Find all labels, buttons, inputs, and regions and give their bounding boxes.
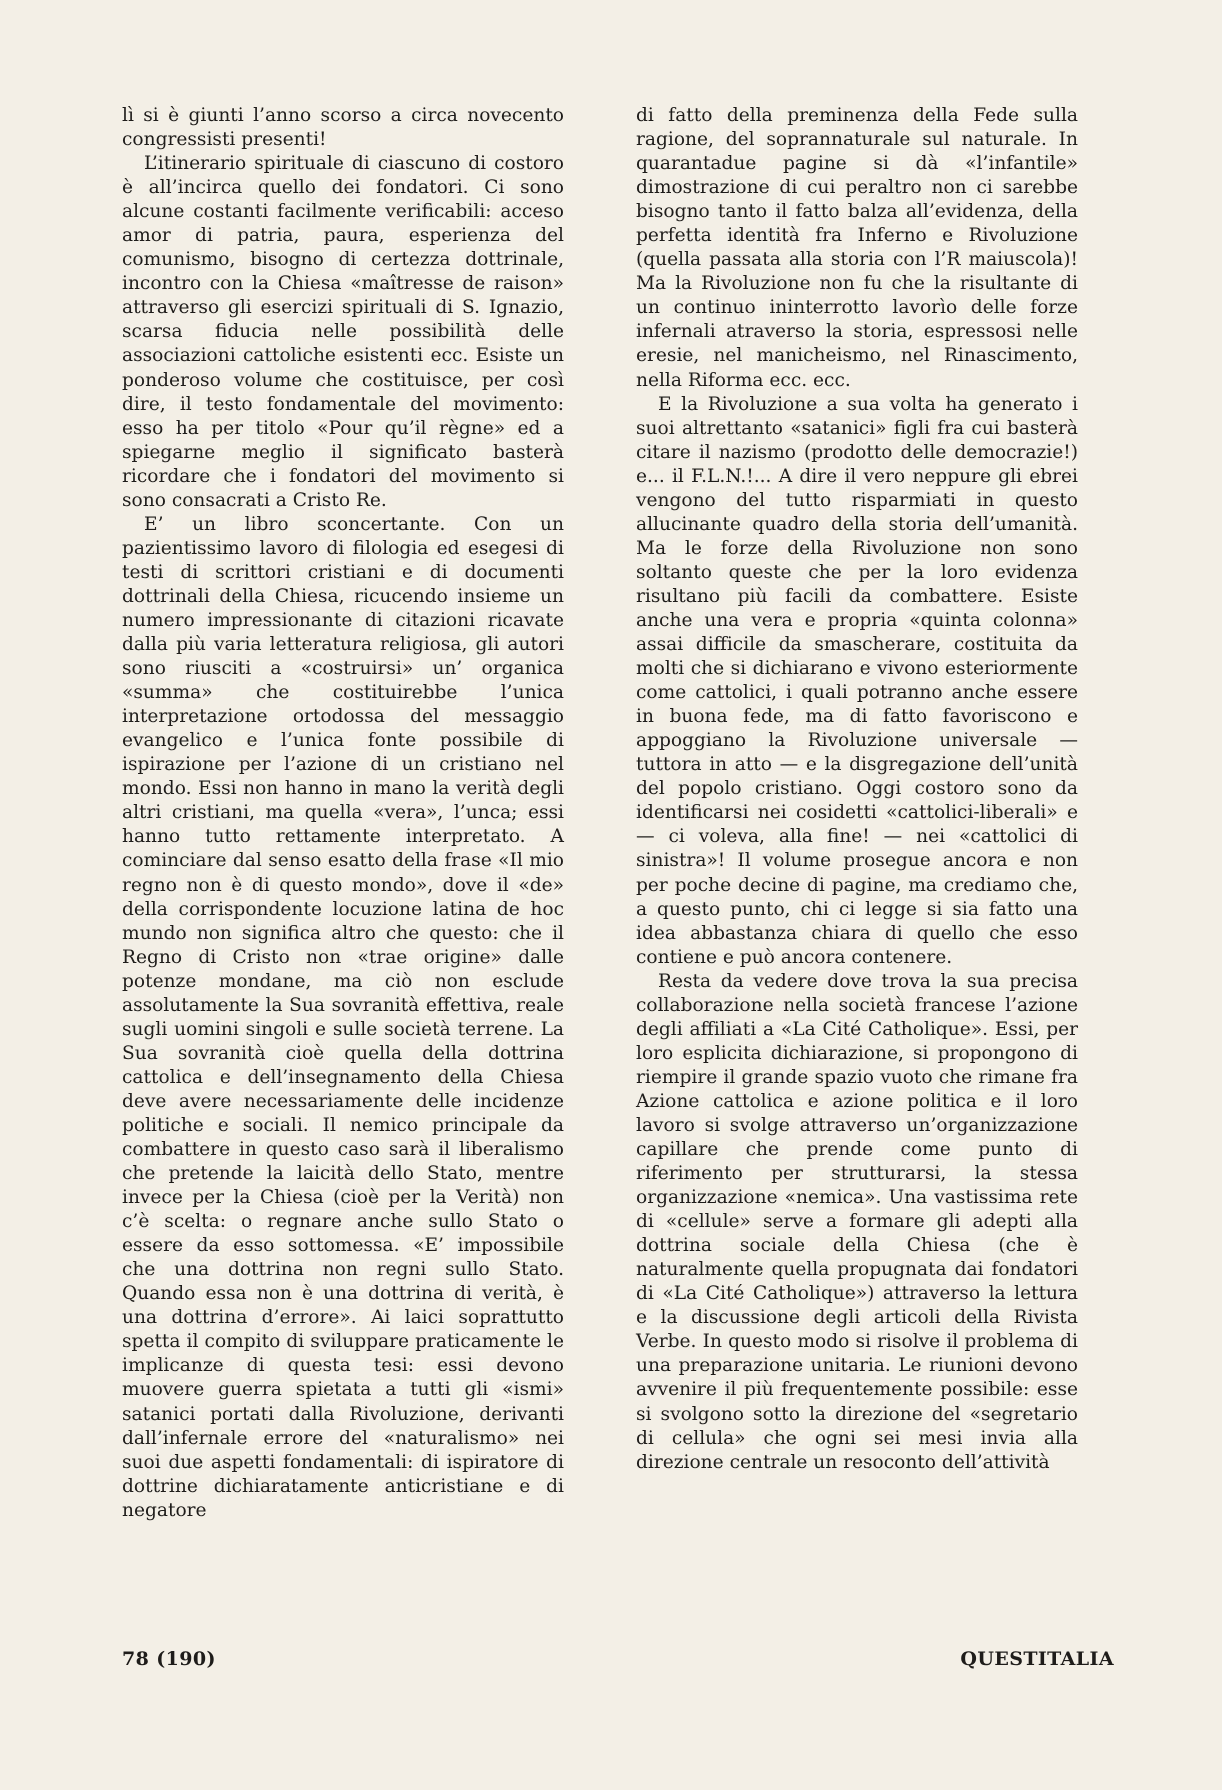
left-text-column: [122, 104, 564, 1523]
paragraph: Resta da vedere dove trova la sua precisa collaborazione nella società francese l’azione degli affiliati a «La Cité Catholique». Essi, per loro esplicita dichiarazione, si propongono di riempire il grande spazio vuoto che rimane fra Azione cattolica e azione politica e il loro lavoro si svolge attraverso un’organizzazione capillare che prende come punto di riferimento per strutturarsi, la stessa organizzazione «nemica». Una vastissima rete di «cellule» serve a formare gli adepti alla dottrina sociale della Chiesa (che è naturalmente quella propugnata dai fondatori di «La Cité Catholique») attraverso la lettura e la discussione degli articoli della Rivista Verbe. In questo modo si risolve il problema di una preparazione unitaria. Le riunioni devono avvenire il più frequentemente possibile: esse si svolgono sotto la direzione del «segretario di cellula» che ogni sei mesi invia alla direzione centrale un resoconto dell’attività: [636, 970, 1078, 1473]
paragraph: L’itinerario spirituale di ciascuno di costoro è all’incirca quello dei fondatori. Ci sono alcune costanti facilmente verificabili: acceso amor di patria, paura, esperienza del comunismo, bisogno di certezza dottrinale, incontro con la Chiesa «maîtresse de raison» attraverso gli esercizi spirituali di S. Ignazio, scarsa fiducia nelle possibilità delle associazioni cattoliche esistenti ecc. Esiste un ponderoso volume che costituisce, per così dire, il testo fondamentale del movimento: esso ha per titolo «Pour qu’il règne» ed a spiegarne meglio il significato basterà ricordare che i fondatori del movimento si sono consacrati a Cristo Re.: [122, 153, 564, 511]
paragraph: di fatto della preminenza della Fede sulla ragione, del soprannaturale sul naturale. In quarantadue pagine si dà «l’infantile» dimostrazione di cui peraltro non ci sarebbe bisogno tanto il fatto balza all’evidenza, della perfetta identità fra Inferno e Rivoluzione (quella passata alla storia con l’R maiuscola)! Ma la Rivoluzione non fu che la risultante di un continuo ininterrotto lavorìo delle forze infernali atraverso la storia, espressosi nelle eresie, nel manicheismo, nel Rinascimento, nella Riforma ecc. ecc.: [636, 105, 1078, 391]
page-number: 78 (190): [122, 1648, 216, 1670]
paragraph: E’ un libro sconcertante. Con un pazientissimo lavoro di filologia ed esegesi di testi di scrittori cristiani e di documenti dottrinali della Chiesa, ricucendo insieme un numero impressionante di citazioni ricavate dalla più varia letteratura religiosa, gli autori sono riusciti a «costruirsi» un’ organica «summa» che costituirebbe l’unica interpretazione ortodossa del messaggio evangelico e l’unica fonte possibile di ispirazione per l’azione di un cristiano nel mondo. Essi non hanno in mano la verità degli altri cristiani, ma quella «vera», l’unca; essi hanno tutto rettamente interpretato. A cominciare dal senso esatto della frase «Il mio regno non è di questo mondo», dove il «de» della corrispondente locuzione latina de hoc mundo non significa altro che questo: che il Regno di Cristo non «trae origine» dalle potenze mondane, ma ciò non esclude assolutamente la Sua sovranità effettiva, reale sugli uomini singoli e sulle società terrene. La Sua sovranità cioè quella della dottrina cattolica e dell’insegnamento della Chiesa deve avere necessariamente delle incidenze politiche e sociali. Il nemico principale da combattere in questo caso sarà il liberalismo che pretende la laicità dello Stato, mentre invece per la Chiesa (cioè per la Verità) non c’è scelta: o regnare anche sullo Stato o essere da esso sottomessa. «E’ impossibile che una dottrina non regni sullo Stato. Quando essa non è una dottrina di verità, è una dottrina d’errore». Ai laici soprattutto spetta il compito di sviluppare praticamente le implicanze di questa tesi: essi devono muovere guerra spietata a tutti gli «ismi» satanici portati dalla Rivoluzione, derivanti dall’infernale errore del «naturalismo» nei suoi due aspetti fondamentali: di ispiratore di dottrine dichiaratamente anticristiane e di negatore: [122, 513, 564, 1521]
right-text-column: [636, 104, 1078, 1475]
paragraph: E la Rivoluzione a sua volta ha generato i suoi altrettanto «satanici» figli fra cui basterà citare il nazismo (prodotto delle democrazie!) e... il F.L.N.!... A dire il vero neppure gli ebrei vengono del tutto risparmiati in questo allucinante quadro della storia dell’umanità. Ma le forze della Rivoluzione non sono soltanto queste che per la loro evidenza risultano più facili da combattere. Esiste anche una vera e propria «quinta colonna» assai difficile da smascherare, costituita da molti che si dichiarano e vivono esteriormente come cattolici, i quali potranno anche essere in buona fede, ma di fatto favoriscono e appoggiano la Rivoluzione universale — tuttora in atto — e la disgregazione dell’unità del popolo cristiano. Oggi costoro sono da identificarsi nei cosidetti «cattolici-liberali» e — ci voleva, alla fine! — nei «cattolici di sinistra»! Il volume prosegue ancora e non per poche decine di pagine, ma crediamo che, a questo punto, chi ci legge si sia fatto una idea abbastanza chiara di quello che esso contiene e può ancora contenere.: [636, 393, 1078, 968]
magazine-name: QUESTITALIA: [960, 1648, 1114, 1670]
paragraph: lì si è giunti l’anno scorso a circa novecento congressisti presenti!: [122, 105, 564, 151]
